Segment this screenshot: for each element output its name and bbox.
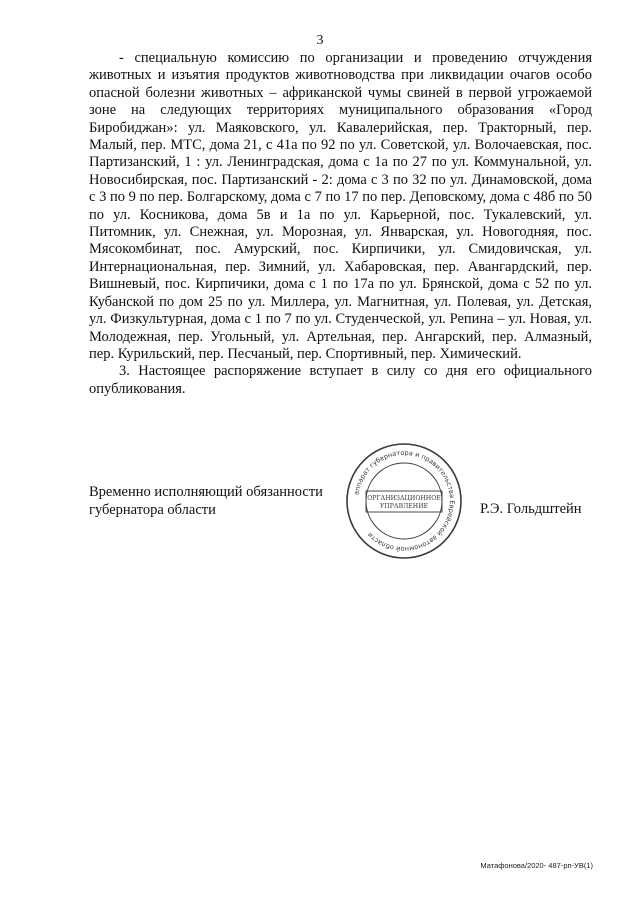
paragraph-commission: - специальную комиссию по организации и проведению отчуждения животных и изъятия продуктов животноводства при ликвидации очагов особо опасной болезни животных – африканской чумы свиней в первой угрожаемой зоне на следующих территориях муниципального образования «Город Биробиджан»: ул. Маяковского, ул. Кавалерийская, пер. Тракторный, пер. Малый, пер. МТС, дома 21, с 41а по 92 по ул. Советской, ул. Волочаевская, пос. Партизанский, 1 : ул. Ленинградская, дома с 1а по 27 по ул. Коммунальной, ул. Новосибирская, пос. Партизанский - 2: дома с 3 по 32 по ул. Динамовской, дома с 3 по 9 по пер. Болгарскому, дома с 7 по 17 по пер. Деповскому, дома с 48б по 50 по ул. Косникова, дома 5в и 1а по ул. Карьерной, пос. Тукалевский, ул. Питомник, ул. Снежная, ул. Морозная, ул. Январская, ул. Новогодняя, пос. Мясокомбинат, пос. Амурский, пос. Кирпичики, ул. Смидовичская, ул. Интернациональная, пер. Зимний, ул. Хабаровская, пер. Авангардский, пер. Вишневый, пос. Кирпичики, дома с 1 по 17а по ул. Брянской, дома с 52 по ул. Кубанской по дом 25 по ул. Миллера, ул. Магнитная, ул. Полевая, ул. Детская, ул. Физкультурная, дома с 1 по 7 по ул. Студенческой, ул. Репина – ул. Новая, ул. Молодежная, пер. Угольный, ул. Артельная, пер. Ангарский, пер. Алмазный, пер. Курильский, пер. Песчаный, пер. Спортивный, пер. Химический. bbox=[89, 50, 592, 362]
page-number: 3 bbox=[316, 33, 324, 48]
paragraph-effective-date: 3. Настоящее распоряжение вступает в силу со дня его официального опубликования. bbox=[89, 363, 592, 397]
seal-center-line1: ОРГАНИЗАЦИОННОЕ bbox=[367, 495, 441, 502]
official-seal bbox=[344, 441, 464, 561]
signer-position-line2: губернатора области bbox=[89, 502, 216, 518]
signer-name: Р.Э. Гольдштейн bbox=[480, 501, 582, 517]
signer-position-line1: Временно исполняющий обязанности bbox=[89, 484, 323, 500]
footer-reference: Матафонова/2020- 487-рп-УВ(1) bbox=[480, 861, 593, 870]
seal-ring-text: аппарат губернатора и правительства Еврейской автономной области bbox=[352, 448, 457, 554]
seal-center-line2: УПРАВЛЕНИЕ bbox=[379, 503, 429, 510]
signature-block bbox=[89, 483, 323, 519]
body-text bbox=[89, 50, 592, 398]
